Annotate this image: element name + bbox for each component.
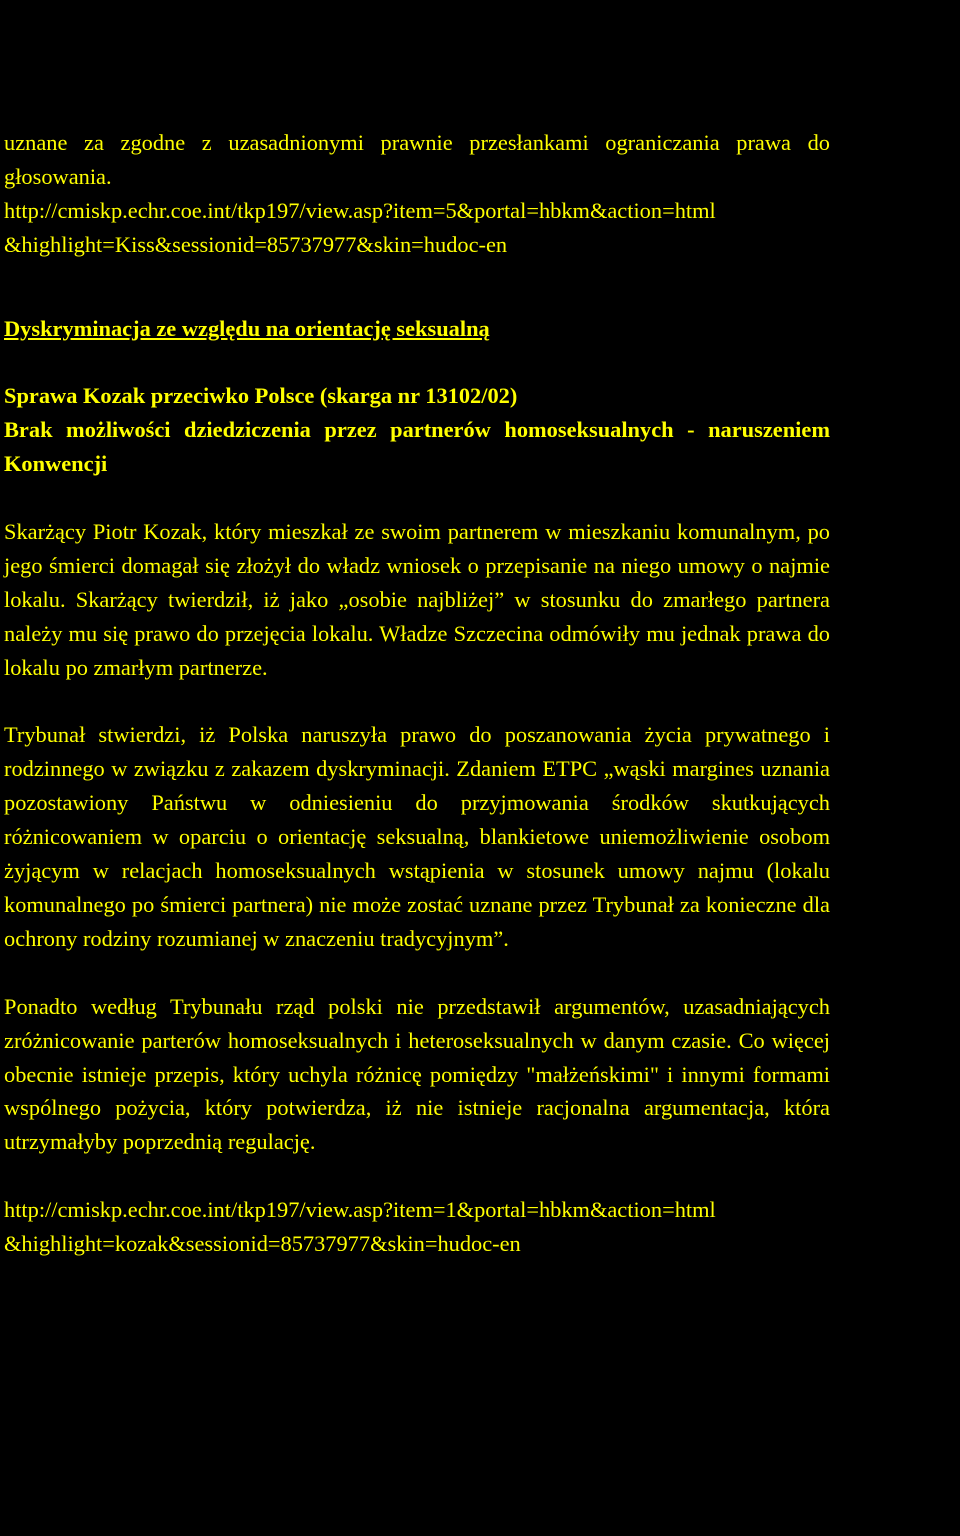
body-paragraph-facts: Skarżący Piotr Kozak, który mieszkał ze swoim partnerem w mieszkaniu komunalnym, po jego śmierci domagał się złożył do władz wniosek o przepisanie na niego umowy o najmie lokalu. Skarżący twierdził, iż jako „osobie najbliżej” w stosunku do zmarłego partnera należy mu się prawo do przejęcia lokalu. Władze Szczecina odmówiły mu jednak prawa do lokalu po zmarłym partnerze. bbox=[4, 519, 830, 680]
spacer bbox=[4, 956, 830, 990]
spacer bbox=[4, 346, 830, 380]
body-paragraph-reasoning: Ponadto według Trybunału rząd polski nie przedstawił argumentów, uzasadniających zróżnicowanie parterów homoseksualnych i heteroseksualnych w danym czasie. Co więcej obecnie istnieje przepis, który uchyla różnicę pomiędzy "małżeńskimi" i innymi formami wspólnego pożycia, który potwierdza, iż nie istnieje racjonalna argumentacja, która utrzymałyby poprzednią regulację. bbox=[4, 993, 830, 1155]
source-link-kiss-line1[interactable]: http://cmiskp.echr.coe.int/tkp197/view.asp?item=5&portal=hbkm&action=html bbox=[4, 197, 716, 223]
source-link-kozak-line2[interactable]: &highlight=kozak&sessionid=85737977&skin=hudoc-en bbox=[4, 1231, 521, 1257]
source-link-kiss[interactable] bbox=[4, 194, 830, 262]
spacer bbox=[4, 262, 830, 312]
source-link-kozak[interactable] bbox=[4, 1193, 830, 1261]
section-heading: Dyskryminacja ze względu na orientację seksualną bbox=[4, 315, 490, 341]
source-link-kiss-line2[interactable]: &highlight=Kiss&sessionid=85737977&skin=hudoc-en bbox=[4, 231, 508, 257]
spacer bbox=[4, 685, 830, 719]
body-paragraph-ruling: Trybunał stwierdzi, iż Polska naruszyła prawo do poszanowania życia prywatnego i rodzinnego w związku z zakazem dyskryminacji. Zdaniem ETPC „wąski margines uznania pozostawiony Państwu w odniesieniu do przyjmowania środków skutkujących różnicowaniem w oparciu o orientację seksualną, blankietowe uniemożliwienie osobom żyjącym w relacjach homoseksualnych wstąpienia w stosunek umowy najmu (lokalu komunalnego po śmierci partnera) nie może zostać uznane przez Trybunał za konieczne dla ochrony rodziny rozumianej w znaczeniu tradycyjnym”. bbox=[4, 722, 830, 951]
source-link-kozak-line1[interactable]: http://cmiskp.echr.coe.int/tkp197/view.asp?item=1&portal=hbkm&action=html bbox=[4, 1197, 716, 1223]
document-page bbox=[4, 126, 830, 1261]
intro-paragraph: uznane za zgodne z uzasadnionymi prawnie przesłankami ograniczania prawa do głosowania. bbox=[4, 130, 830, 189]
case-title: Sprawa Kozak przeciwko Polsce (skarga nr 13102/02) bbox=[4, 383, 518, 409]
spacer bbox=[4, 1159, 830, 1193]
spacer bbox=[4, 481, 830, 515]
case-subtitle: Brak możliwości dziedziczenia przez partnerów homoseksualnych - naruszeniem Konwencji bbox=[4, 417, 830, 477]
